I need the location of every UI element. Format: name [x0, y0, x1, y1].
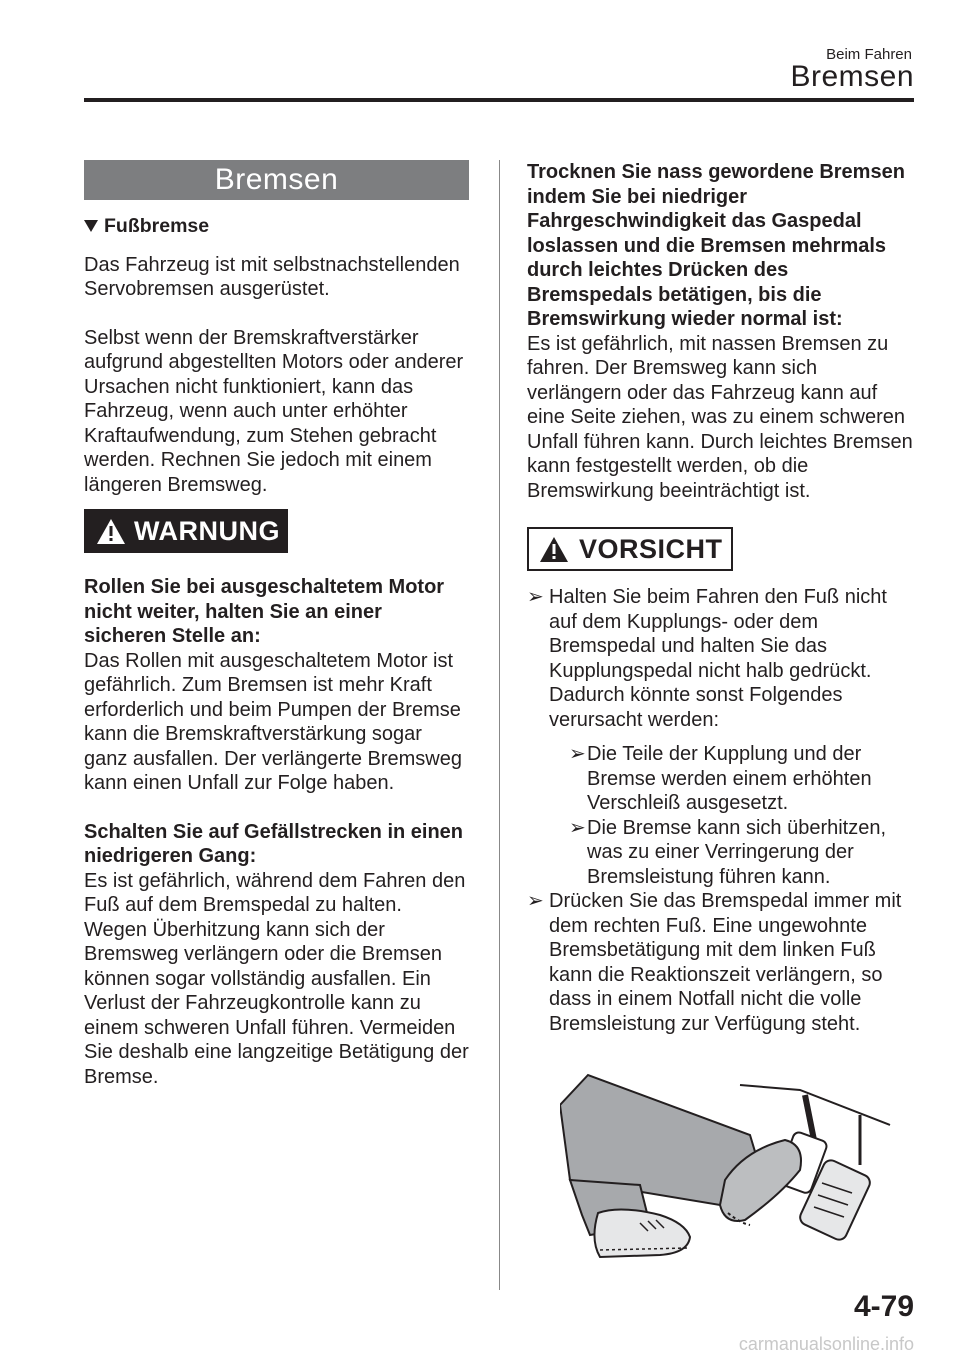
arrow-bullet-icon: ➢: [569, 816, 586, 839]
bullet-2-text: Drücken Sie das Bremspedal immer mit dem rechten Fuß. Eine ungewohnte Bremsbetätigung mit dem linken Fuß kann die Reaktionszeit verlängern, so dass in einem Notfall nicht die volle Bremsleistung zur Verfügung steht.: [549, 890, 902, 1035]
column-divider: [499, 160, 500, 1290]
subheading-text: Fußbremse: [104, 215, 210, 237]
warning-label: WARNUNG: [134, 515, 280, 546]
pedal-illustration: [560, 1065, 900, 1265]
list-item: [527, 585, 917, 889]
warning-3-text: Es ist gefährlich, mit nassen Bremsen zu fahren. Der Bremsweg kann sich verlängern oder das Fahrzeug kann auf eine Seite ziehen, was zu einem schweren Unfall führen kann. Durch leichtes Bremsen kann festgestellt werden, ob die Bremswirkung beeinträchtigt ist.: [527, 332, 913, 502]
header-rule: [84, 98, 914, 102]
caution-label: VORSICHT: [579, 533, 723, 564]
page-number: 4-79: [853, 1290, 914, 1323]
subheading: [84, 214, 469, 239]
list-item: [569, 742, 917, 816]
bullet-1-text: Halten Sie beim Fahren den Fuß nicht auf dem Kupplungs- oder dem Bremspedal und halten Sie das Kupplungspedal nicht halb gedrückt. Dadurch könnte sonst Folgendes verursacht werden:: [549, 586, 887, 731]
warning-triangle-icon: [96, 518, 126, 545]
warning-1-title: Rollen Sie bei ausgeschaltetem Motor nicht weiter, halten Sie an einer sicheren Stelle an:: [84, 576, 445, 647]
caution-triangle-icon: [539, 536, 569, 563]
arrow-bullet-icon: ➢: [527, 586, 544, 608]
left-column: [84, 160, 469, 1089]
section-title: Bremsen: [84, 160, 469, 200]
caution-label-box: [527, 527, 733, 571]
list-item: [527, 889, 917, 1036]
warning-1-text: Das Rollen mit ausgeschaltetem Motor ist gefährlich. Zum Bremsen ist mehr Kraft erforderlich und beim Pumpen der Bremse kann die Bremskraftverstärkung sogar ganz ausfallen. Der verlängerte Bremsweg kann einen Unfall zur Folge haben.: [84, 649, 462, 794]
booster-paragraph: Selbst wenn der Bremskraftverstärker aufgrund abgestellten Motors oder anderer Ursachen nicht funktioniert, kann das Fahrzeug, wenn auch unter erhöhter Kraftaufwendung, zum Stehen gebracht werden. Rechnen Sie jedoch mit einem längeren Bremsweg.: [84, 326, 464, 496]
sub-bullet-1-text: Die Teile der Kupplung und der Bremse werden einem erhöhten Verschleiß ausgesetzt.: [587, 743, 872, 814]
arrow-bullet-icon: ➢: [527, 890, 544, 912]
sub-bullet-2-text: Die Bremse kann sich überhitzen, was zu einer Verringerung der Bremsleistung führen kann.: [587, 816, 887, 888]
warning-3-title: Trocknen Sie nass gewordene Bremsen indem Sie bei niedriger Fahrgeschwindigkeit das Gaspedal loslassen und die Bremsen mehrmals durch leichtes Drücken des Bremspedals betätigen, bis die Bremswirkung wieder normal ist:: [527, 161, 905, 330]
triangle-down-icon: [84, 220, 98, 232]
warning-2-text: Es ist gefährlich, während dem Fahren den Fuß auf dem Bremspedal zu halten. Wegen Überhitzung kann sich der Bremsweg verlängern oder die Bremsen können sogar vollständig ausfallen. Ein Verlust der Fahrzeugkontrolle kann zu einem schweren Unfall führen. Vermeiden Sie deshalb eine langzeitige Betätigung der Bremse.: [84, 869, 469, 1088]
sub-list: [569, 742, 917, 889]
right-column: [527, 160, 917, 1036]
header-section-label: Beim Fahren: [826, 46, 912, 63]
list-item: [569, 816, 917, 890]
caution-list: [527, 585, 917, 1036]
arrow-bullet-icon: ➢: [569, 743, 586, 765]
header-title: Bremsen: [790, 60, 914, 93]
intro-paragraph: Das Fahrzeug ist mit selbstnachstellenden Servobremsen ausgerüstet.: [84, 253, 460, 300]
warning-2-title: Schalten Sie auf Gefällstrecken in einen niedrigeren Gang:: [84, 820, 464, 867]
watermark: carmanualsonline.info: [738, 1334, 914, 1354]
warning-label-box: [84, 509, 288, 553]
